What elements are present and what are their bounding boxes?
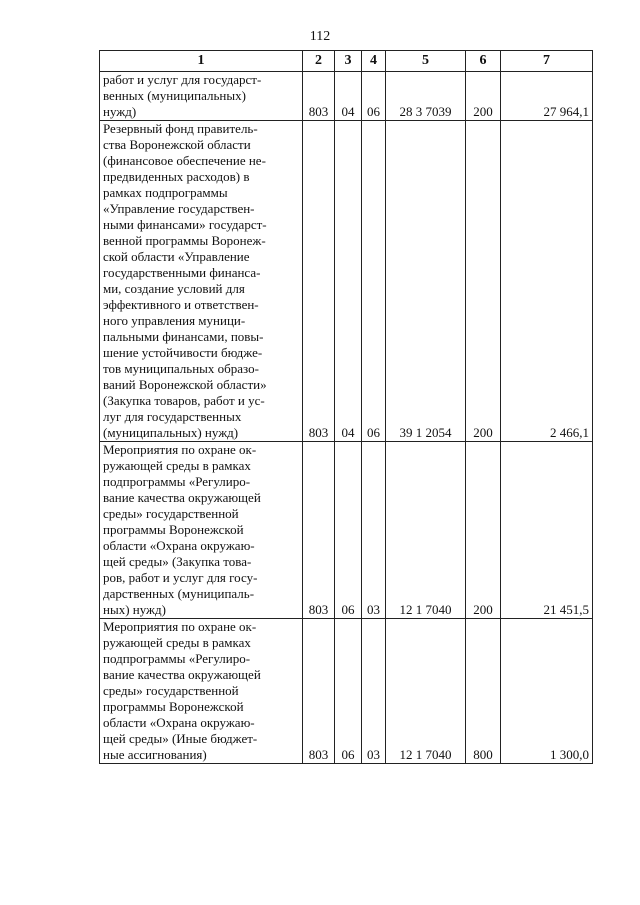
description-line: пальными финансами, повы- — [103, 329, 264, 344]
description-line: ской области «Управление — [103, 249, 250, 264]
description-line: (финансовое обеспечение не- — [103, 153, 266, 168]
table-row — [100, 72, 593, 121]
page-number: 112 — [309, 29, 331, 44]
target-article-cell: 12 1 7040 — [386, 619, 466, 764]
description-line: вание качества окружающей — [103, 667, 261, 682]
column-header-target-article: 5 — [386, 51, 466, 72]
amount-cell: 27 964,1 — [501, 72, 593, 121]
description-cell — [100, 121, 303, 442]
description-line: области «Охрана окружаю- — [103, 538, 255, 553]
description-line: венной программы Воронеж- — [103, 233, 266, 248]
table-row — [100, 121, 593, 442]
ministry-cell: 803 — [303, 442, 335, 619]
budget-table — [99, 50, 593, 764]
table-row — [100, 442, 593, 619]
description-line: ного управления муници- — [103, 313, 246, 328]
section-cell: 06 — [335, 442, 362, 619]
column-header-ministry: 2 — [303, 51, 335, 72]
expense-type-cell: 200 — [466, 72, 501, 121]
ministry-cell: 803 — [303, 619, 335, 764]
target-article-cell: 28 3 7039 — [386, 72, 466, 121]
description-line: Резервный фонд правитель- — [103, 121, 258, 136]
description-line: ров, работ и услуг для госу- — [103, 570, 258, 585]
description-line: щей среды» (Закупка това- — [103, 554, 252, 569]
description-line: ные ассигнования) — [103, 747, 207, 762]
description-line: венных (муниципальных) — [103, 88, 246, 103]
description-line: эффективного и ответствен- — [103, 297, 259, 312]
description-line: государственными финанса- — [103, 265, 261, 280]
column-header-amount: 7 — [501, 51, 593, 72]
expense-type-cell: 200 — [466, 121, 501, 442]
description-line: подпрограммы «Регулиро- — [103, 474, 251, 489]
ministry-cell: 803 — [303, 72, 335, 121]
column-header-subsection: 4 — [362, 51, 386, 72]
description-line: среды» государственной — [103, 506, 239, 521]
description-line: программы Воронежской — [103, 699, 244, 714]
subsection-cell: 03 — [362, 619, 386, 764]
amount-cell: 2 466,1 — [501, 121, 593, 442]
description-line: Мероприятия по охране ок- — [103, 619, 257, 634]
description-line: луг для государственных — [103, 409, 242, 424]
column-header-section: 3 — [335, 51, 362, 72]
description-line: (Закупка товаров, работ и ус- — [103, 393, 265, 408]
section-cell: 04 — [335, 121, 362, 442]
description-line: работ и услуг для государст- — [103, 72, 262, 87]
description-line: тов муниципальных образо- — [103, 361, 259, 376]
target-article-cell: 12 1 7040 — [386, 442, 466, 619]
description-line: шение устойчивости бюдже- — [103, 345, 263, 360]
amount-cell: 1 300,0 — [501, 619, 593, 764]
description-line: программы Воронежской — [103, 522, 244, 537]
column-header-expense-type: 6 — [466, 51, 501, 72]
description-line: дарственных (муниципаль- — [103, 586, 255, 601]
column-header-description: 1 — [100, 51, 303, 72]
description-line: вание качества окружающей — [103, 490, 261, 505]
target-article-cell: 39 1 2054 — [386, 121, 466, 442]
expense-type-cell: 800 — [466, 619, 501, 764]
section-cell: 06 — [335, 619, 362, 764]
expense-type-cell: 200 — [466, 442, 501, 619]
description-line: области «Охрана окружаю- — [103, 715, 255, 730]
description-line: подпрограммы «Регулиро- — [103, 651, 251, 666]
ministry-cell: 803 — [303, 121, 335, 442]
subsection-cell: 06 — [362, 121, 386, 442]
amount-cell: 21 451,5 — [501, 442, 593, 619]
description-line: (муниципальных) нужд) — [103, 425, 239, 440]
subsection-cell: 03 — [362, 442, 386, 619]
description-line: нужд) — [103, 104, 137, 119]
description-line: ружающей среды в рамках — [103, 635, 251, 650]
description-line: ными финансами» государст- — [103, 217, 267, 232]
description-line: «Управление государствен- — [103, 201, 255, 216]
description-cell — [100, 442, 303, 619]
description-line: ружающей среды в рамках — [103, 458, 251, 473]
description-line: Мероприятия по охране ок- — [103, 442, 257, 457]
subsection-cell: 06 — [362, 72, 386, 121]
description-line: ства Воронежской области — [103, 137, 251, 152]
description-line: щей среды» (Иные бюджет- — [103, 731, 258, 746]
section-cell: 04 — [335, 72, 362, 121]
description-line: ми, создание условий для — [103, 281, 245, 296]
description-cell — [100, 72, 303, 121]
description-line: предвиденных расходов) в — [103, 169, 250, 184]
description-line: среды» государственной — [103, 683, 239, 698]
description-cell — [100, 619, 303, 764]
table-row — [100, 619, 593, 764]
table-header-row — [100, 51, 593, 72]
description-line: ваний Воронежской области» — [103, 377, 267, 392]
description-line: рамках подпрограммы — [103, 185, 228, 200]
description-line: ных) нужд) — [103, 602, 166, 617]
